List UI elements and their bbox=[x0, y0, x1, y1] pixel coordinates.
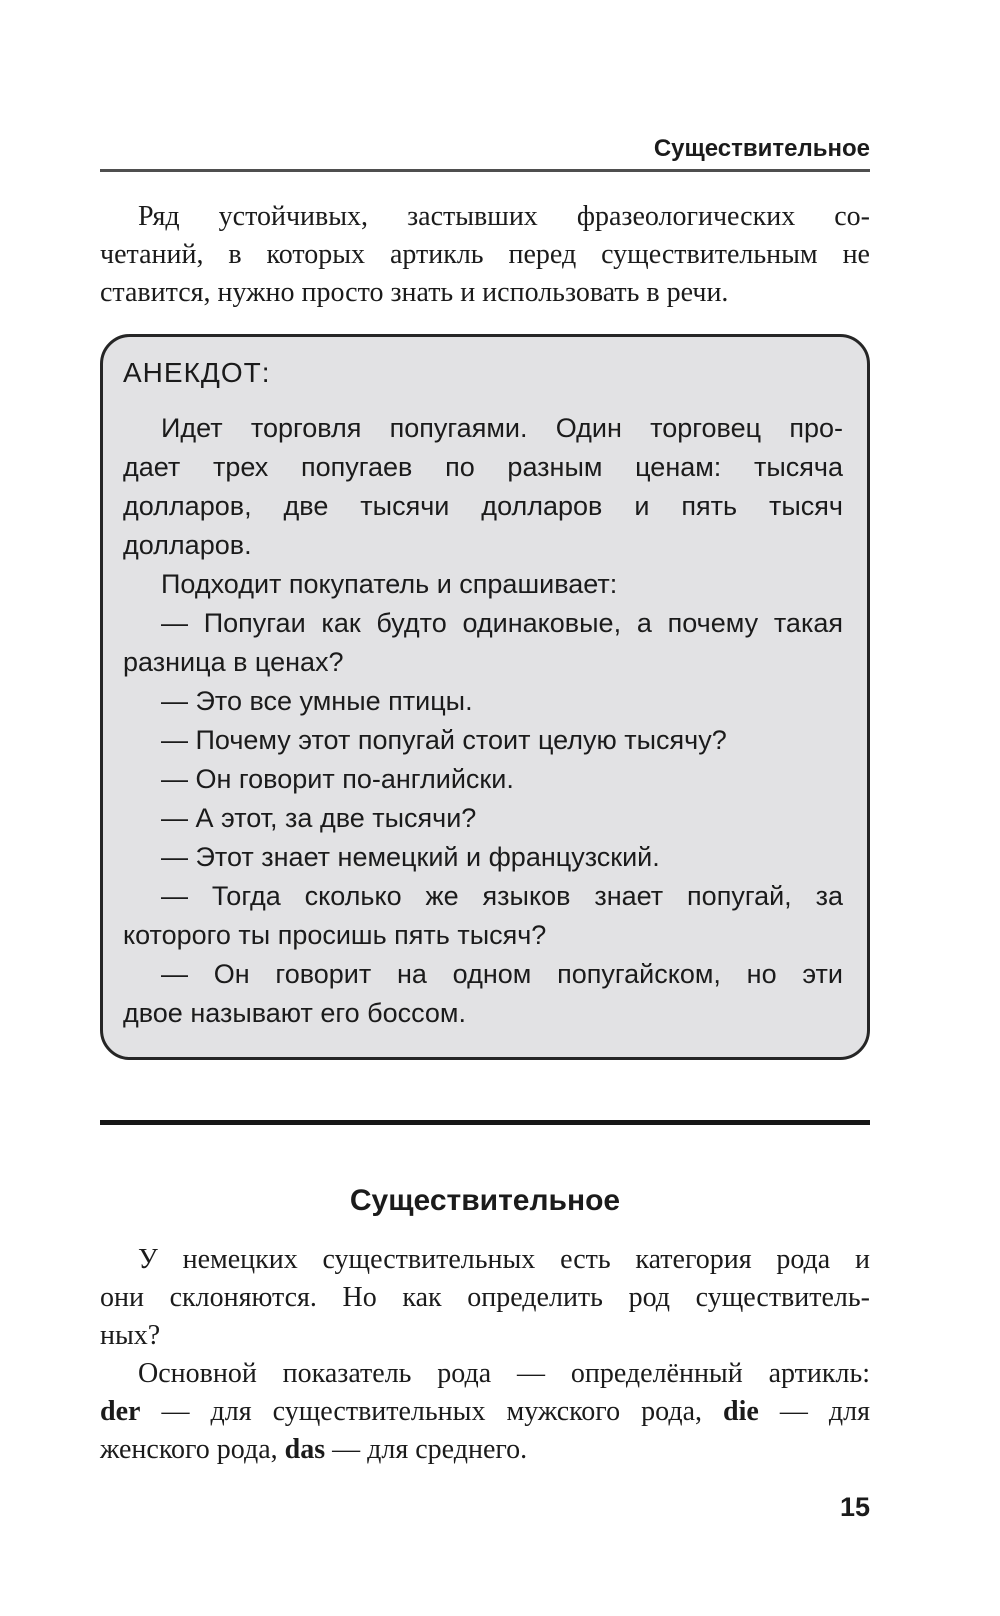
body-line: У немецких существительных есть категория рода и bbox=[138, 1244, 870, 1275]
dialogue-paragraph bbox=[123, 682, 843, 721]
anecdote-label: АНЕКДОТ: bbox=[123, 357, 271, 388]
article-der: der bbox=[100, 1396, 141, 1427]
body-paragraph bbox=[100, 1241, 870, 1355]
body-line-segment: — для существительных мужского рода, bbox=[161, 1396, 702, 1427]
anecdote-line: дает трех попугаев по разным ценам: тысяча bbox=[123, 452, 843, 482]
anecdote-paragraph bbox=[123, 409, 843, 565]
body-paragraph bbox=[100, 1355, 870, 1469]
dialogue-line: — Почему этот попугай стоит целую тысячу? bbox=[161, 725, 727, 755]
dialogue-paragraph bbox=[123, 838, 843, 877]
dialogue-paragraph bbox=[123, 877, 843, 955]
anecdote-paragraph bbox=[123, 565, 843, 604]
page-number: 15 bbox=[839, 1492, 870, 1522]
dialogue-line: разница в ценах? bbox=[123, 647, 344, 677]
dialogue-paragraph bbox=[123, 799, 843, 838]
dialogue-line: — Этот знает немецкий и французский. bbox=[161, 842, 660, 872]
body-line-segment: женского рода, bbox=[100, 1434, 278, 1465]
dialogue-paragraph bbox=[123, 604, 843, 682]
dialogue-line: — Он говорит на одном попугайском, но эти bbox=[161, 959, 843, 989]
anecdote-line: долларов. bbox=[123, 530, 252, 560]
body-line-segment: — для среднего. bbox=[332, 1434, 528, 1465]
dialogue-line: — Он говорит по-английски. bbox=[161, 764, 514, 794]
dialogue-paragraph bbox=[123, 721, 843, 760]
article-die: die bbox=[723, 1396, 759, 1427]
dialogue-line: которого ты просишь пять тысяч? bbox=[123, 920, 547, 950]
body-line bbox=[100, 1393, 870, 1431]
body-line: ных? bbox=[100, 1320, 161, 1351]
dialogue-paragraph bbox=[123, 955, 843, 1033]
section-heading: Существительное bbox=[349, 1184, 621, 1217]
intro-line: Ряд устойчивых, застывших фразеологических со- bbox=[138, 201, 870, 232]
intro-line: четаний, в которых артикль перед существительным не bbox=[100, 239, 870, 270]
anecdote-box bbox=[100, 334, 870, 1060]
anecdote-line: Идет торговля попугаями. Один торговец про- bbox=[161, 413, 843, 443]
article-das: das bbox=[284, 1434, 326, 1465]
dialogue-line: — А этот, за две тысячи? bbox=[161, 803, 477, 833]
anecdote-text bbox=[123, 409, 843, 1033]
dialogue-line: двое называют его боссом. bbox=[123, 998, 466, 1028]
intro-paragraph bbox=[100, 198, 870, 312]
section-divider-rule bbox=[100, 1120, 870, 1125]
body-line: Основной показатель рода — определённый артикль: bbox=[138, 1358, 870, 1389]
intro-line: ставится, нужно просто знать и использовать в речи. bbox=[100, 277, 729, 308]
body-line bbox=[100, 1431, 870, 1469]
body-line-segment: — для bbox=[779, 1396, 871, 1427]
dialogue-line: — Это все умные птицы. bbox=[161, 686, 473, 716]
running-head: Существительное bbox=[653, 135, 870, 162]
anecdote-line: Подходит покупатель и спрашивает: bbox=[161, 569, 618, 599]
dialogue-paragraph bbox=[123, 760, 843, 799]
body-line: они склоняются. Но как определить род существитель- bbox=[100, 1282, 870, 1313]
anecdote-line: долларов, две тысячи долларов и пять тысяч bbox=[123, 491, 843, 521]
dialogue-line: — Попугаи как будто одинаковые, а почему такая bbox=[161, 608, 843, 638]
running-head-rule bbox=[100, 169, 870, 172]
dialogue-line: — Тогда сколько же языков знает попугай, за bbox=[161, 881, 843, 911]
